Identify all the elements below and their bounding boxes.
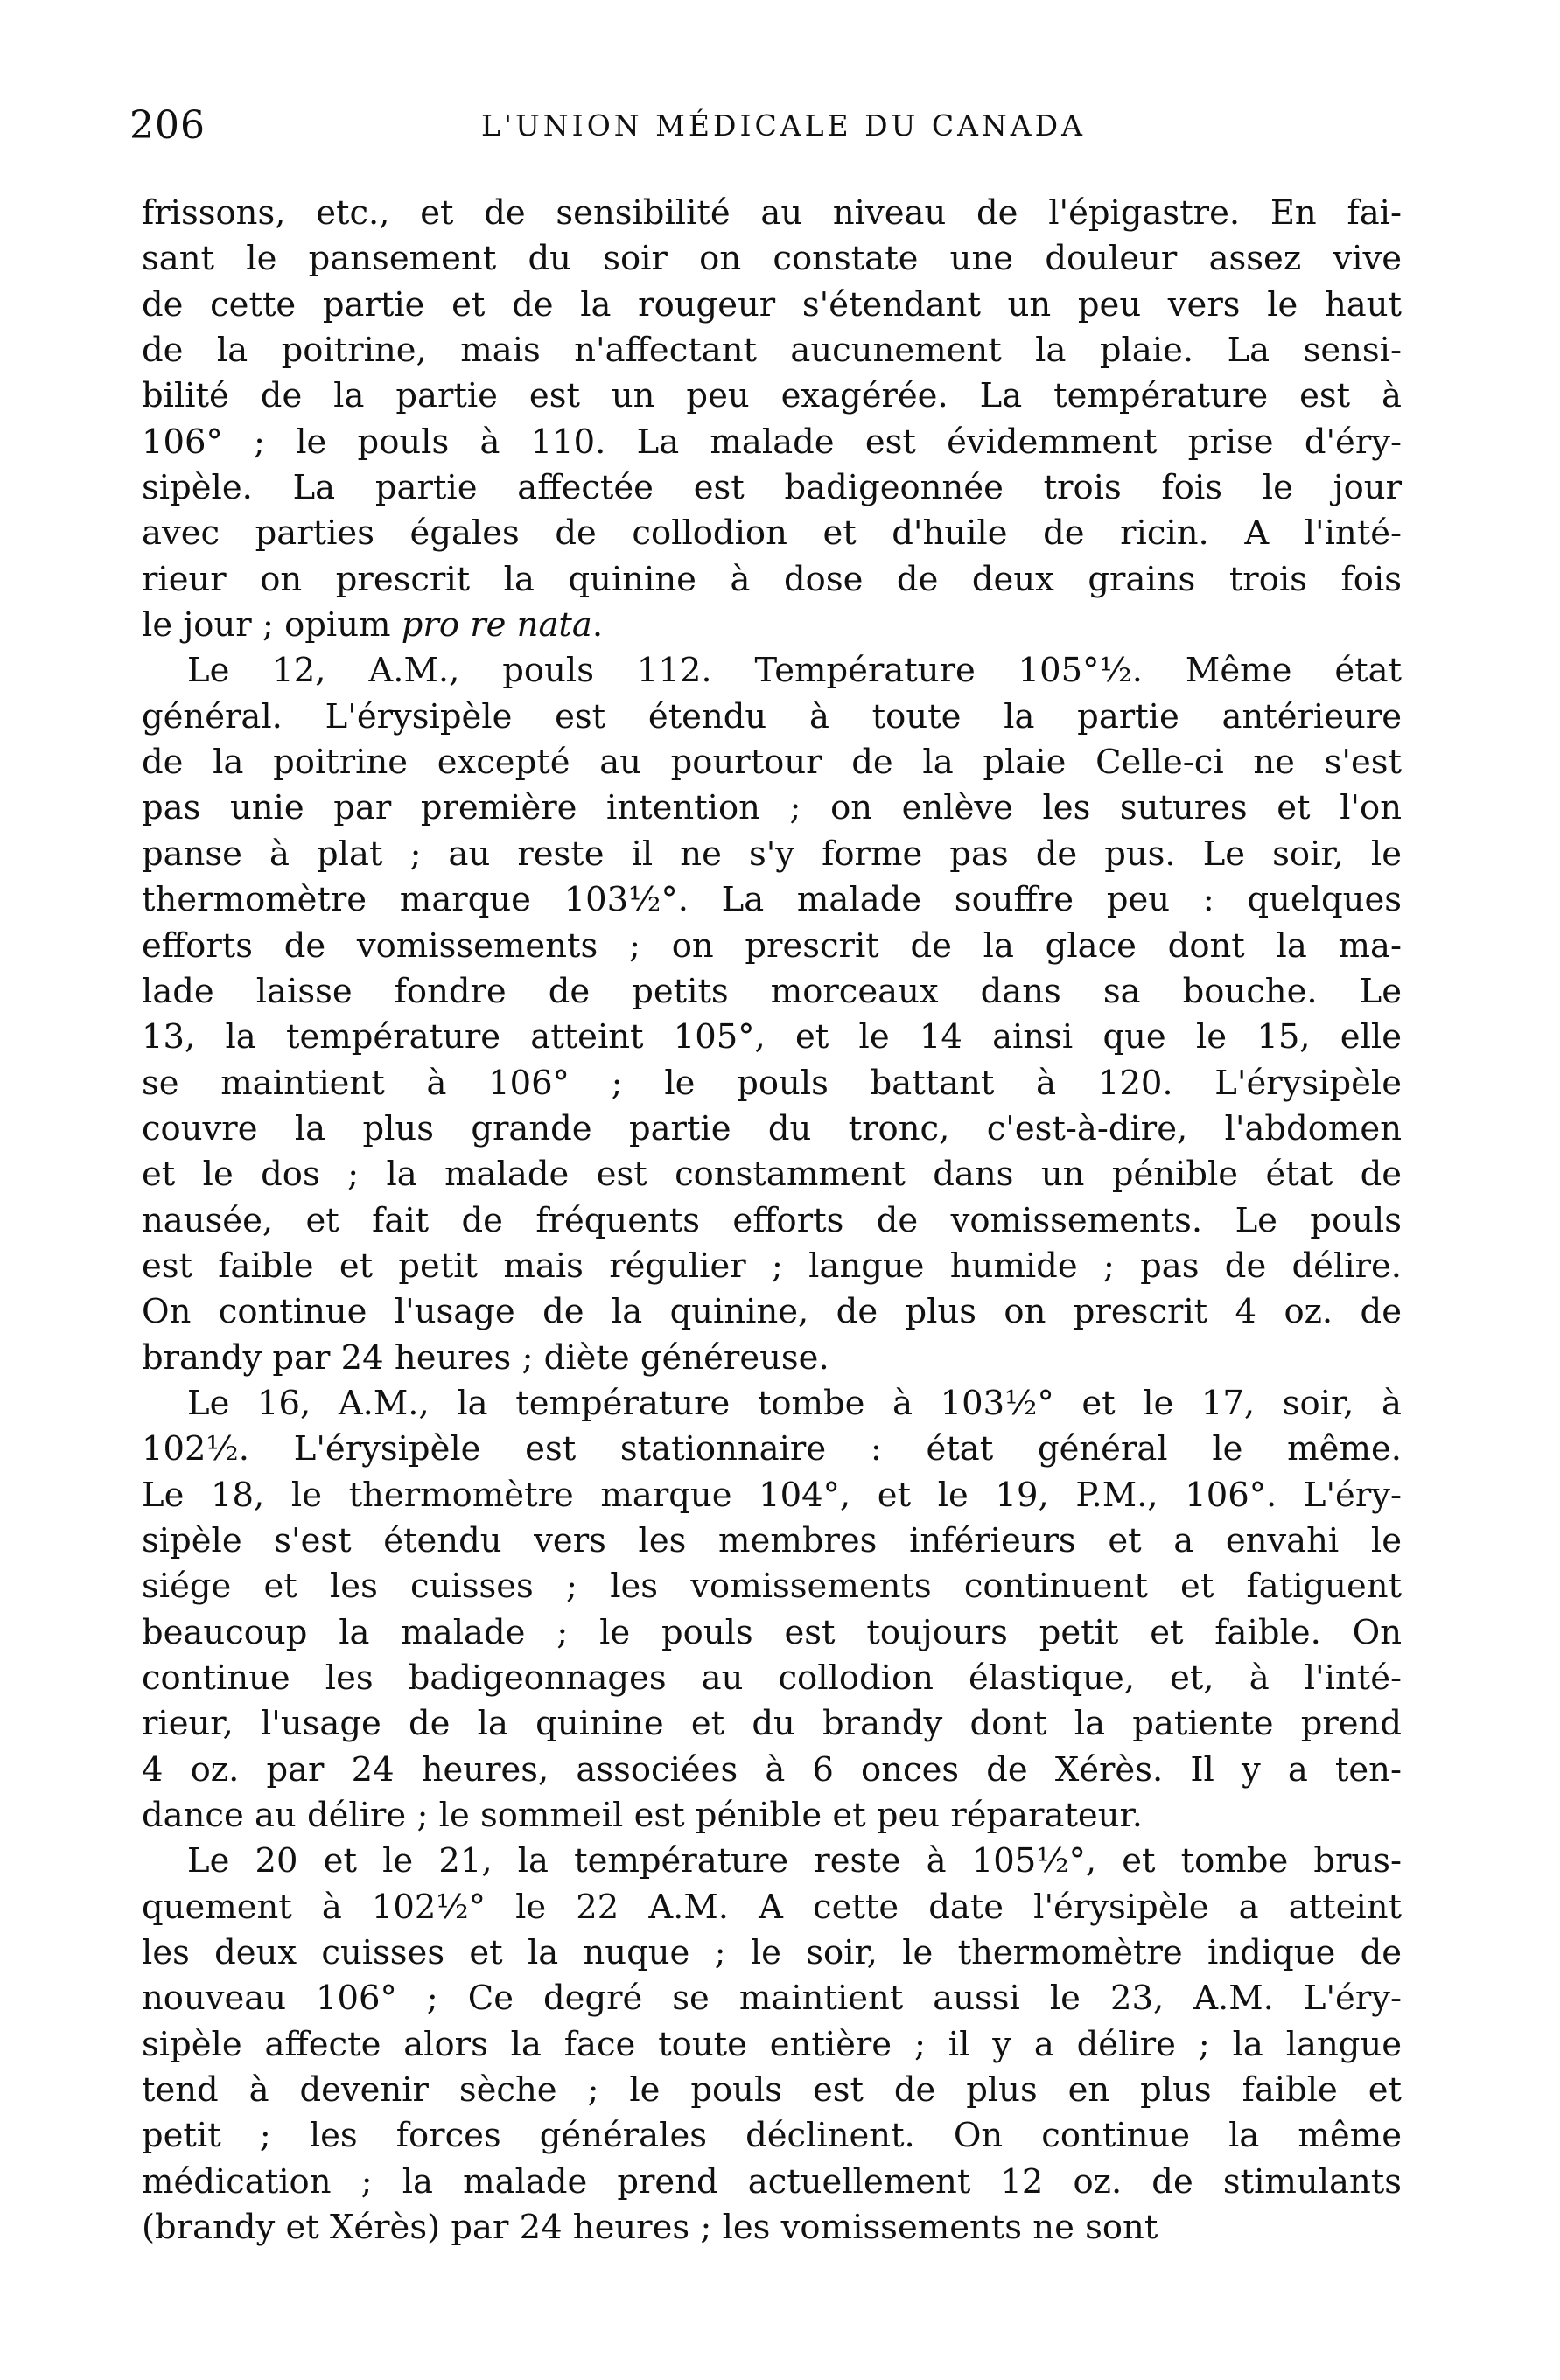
text-line: continue les badigeonnages au collodion élastique, et, à l'inté- [142,1658,1402,1698]
text-line: lade laisse fondre de petits morceaux dans sa bouche. Le [142,971,1402,1011]
text-line: nausée, et fait de fréquents efforts de vomissements. Le pouls [142,1200,1402,1240]
text-line: Le 20 et le 21, la température reste à 105½°, et tombe brus- [187,1841,1402,1881]
text-line: les deux cuisses et la nuque ; le soir, le thermomètre indique de [142,1933,1402,1973]
text-line: de la poitrine, mais n'affectant aucunement la plaie. La sensi- [142,331,1402,371]
text-line: dance au délire ; le sommeil est pénible et peu réparateur. [142,1796,1143,1836]
text-line: brandy par 24 heures ; diète généreuse. [142,1337,829,1378]
paragraph [142,1381,1402,1839]
text-line: Le 18, le thermomètre marque 104°, et le 19, P.M., 106°. L'éry- [142,1475,1402,1515]
text-line: On continue l'usage de la quinine, de plus on prescrit 4 oz. de [142,1292,1402,1332]
paragraph [142,1839,1402,2251]
text-line: nouveau 106° ; Ce degré se maintient aussi le 23, A.M. L'éry- [142,1979,1402,2019]
text-line: siége et les cuisses ; les vomissements continuent et fatiguent [142,1567,1402,1607]
text-line: 102½. L'érysipèle est stationnaire : état général le même. [142,1429,1402,1469]
text-line: avec parties égales de collodion et d'huile de ricin. A l'inté- [142,513,1402,554]
text-line: de la poitrine excepté au pourtour de la plaie Celle-ci ne s'est [142,743,1402,783]
running-title: L'UNION MÉDICALE DU CANADA [481,108,1086,143]
page-number: 206 [129,103,206,148]
text-line: pas unie par première intention ; on enlève les sutures et l'on [142,788,1402,828]
text-line: frissons, etc., et de sensibilité au niveau de l'épigastre. En fai- [142,193,1402,233]
text-line: général. L'érysipèle est étendu à toute la partie antérieure [142,696,1402,736]
latin-phrase: pro re nata [401,605,592,646]
text-line: quement à 102½° le 22 A.M. A cette date l'érysipèle a atteint [142,1887,1402,1927]
text-line: de cette partie et de la rougeur s'étendant un peu vers le haut [142,284,1402,325]
text-line: sipèle affecte alors la face toute entière ; il y a délire ; la langue [142,2024,1402,2064]
text-line: sipèle s'est étendu vers les membres inférieurs et a envahi le [142,1520,1402,1560]
text-line: bilité de la partie est un peu exagérée. La température est à [142,376,1402,416]
text-line: panse à plat ; au reste il ne s'y forme pas de pus. Le soir, le [142,834,1402,874]
text-line: Le 12, A.M., pouls 112. Température 105°½. Même état [187,651,1402,691]
text-line: Le 16, A.M., la température tombe à 103½° et le 17, soir, à [187,1383,1402,1423]
text-line: médication ; la malade prend actuellement 12 oz. de stimulants [142,2161,1402,2202]
text-line: beaucoup la malade ; le pouls est toujours petit et faible. On [142,1612,1402,1652]
text-line: tend à devenir sèche ; le pouls est de plus en plus faible et [142,2070,1402,2111]
text-line: est faible et petit mais régulier ; langue humide ; pas de délire. [142,1246,1402,1286]
text-line: 106° ; le pouls à 110. La malade est évidemment prise d'éry- [142,422,1402,462]
text-line: rieur on prescrit la quinine à dose de deux grains trois fois [142,559,1402,599]
page-header [122,103,1435,156]
text-line: (brandy et Xérès) par 24 heures ; les vomissements ne sont [142,2208,1158,2248]
text-line: thermomètre marque 103½°. La malade souffre peu : quelques [142,880,1402,920]
text-line: couvre la plus grande partie du tronc, c'est-à-dire, l'abdomen [142,1108,1402,1148]
text-line: le jour ; opium pro re nata. [142,605,604,646]
text-line: se maintient à 106° ; le pouls battant à 120. L'érysipèle [142,1063,1402,1103]
text-line: rieur, l'usage de la quinine et du brandy dont la patiente prend [142,1704,1402,1744]
text-line: 4 oz. par 24 heures, associées à 6 onces de Xérès. Il y a ten- [142,1749,1402,1790]
text-line: petit ; les forces générales déclinent. On continue la même [142,2116,1402,2156]
text-line: efforts de vomissements ; on prescrit de la glace dont la ma- [142,925,1402,966]
text-line: 13, la température atteint 105°, et le 14 ainsi que le 15, elle [142,1017,1402,1057]
article-body [142,191,1402,2251]
paragraph [142,191,1402,648]
text-line: et le dos ; la malade est constamment dans un pénible état de [142,1155,1402,1195]
text-line: sipèle. La partie affectée est badigeonnée trois fois le jour [142,468,1402,508]
text-line: sant le pansement du soir on constate une douleur assez vive [142,239,1402,279]
paragraph [142,648,1402,1381]
